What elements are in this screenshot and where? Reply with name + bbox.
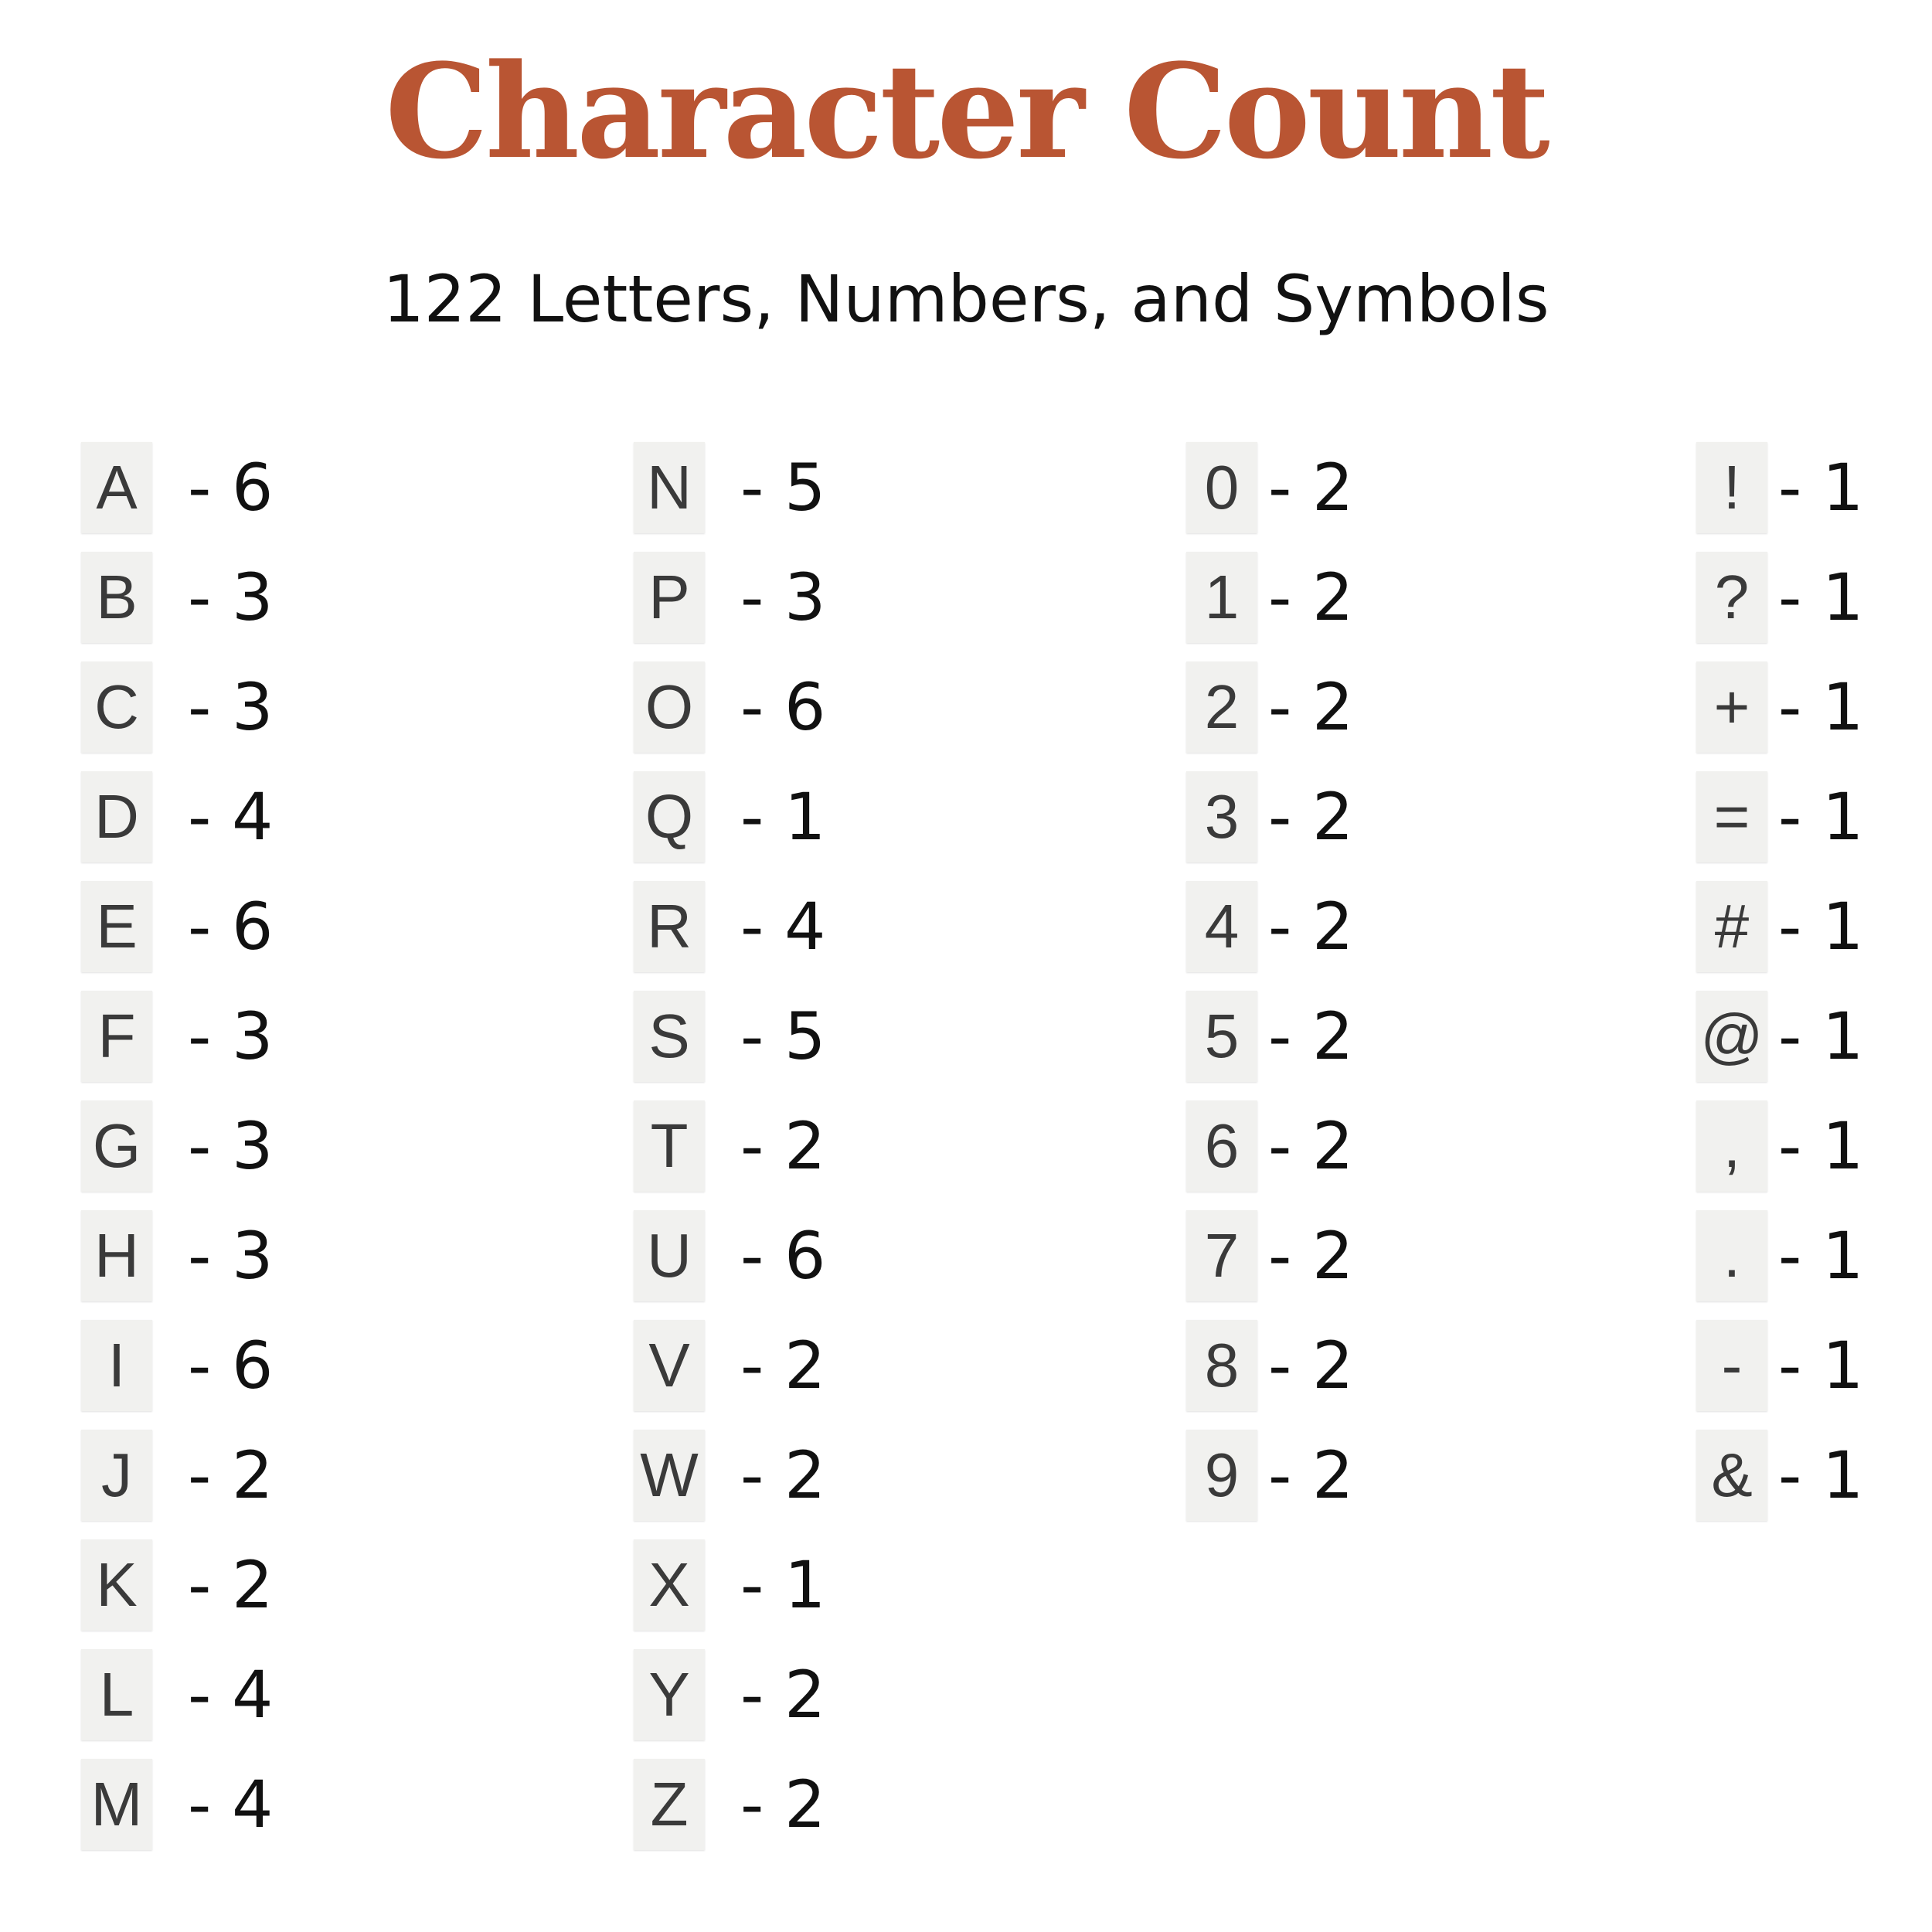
- character-count: - 3: [188, 669, 274, 745]
- character-count: - 2: [1268, 1437, 1354, 1513]
- character-count: - 6: [740, 1218, 826, 1294]
- character-row: [634, 440, 825, 535]
- character-tile: T: [634, 1100, 705, 1192]
- character-row: [634, 770, 825, 864]
- character-row: [81, 440, 273, 535]
- character-row: [1696, 550, 1863, 645]
- character-row: [634, 1757, 825, 1852]
- character-row: [81, 1318, 273, 1413]
- character-tile: V: [634, 1320, 705, 1411]
- character-count: - 2: [1268, 560, 1354, 635]
- character-tile: N: [634, 442, 705, 533]
- character-row: [634, 989, 825, 1083]
- character-tile: E: [81, 881, 152, 972]
- character-tile: 0: [1186, 442, 1257, 533]
- character-row: [81, 1209, 273, 1303]
- character-count: - 2: [188, 1437, 274, 1513]
- character-tile: G: [81, 1100, 152, 1192]
- character-row: [1186, 660, 1353, 754]
- character-count: - 2: [740, 1437, 826, 1513]
- character-count: - 4: [188, 779, 274, 855]
- character-count: - 2: [740, 1328, 826, 1403]
- character-tile: M: [81, 1759, 152, 1850]
- character-row: [81, 550, 273, 645]
- character-row: [1696, 660, 1863, 754]
- character-count: - 3: [188, 998, 274, 1074]
- character-row: [634, 1209, 825, 1303]
- character-count: - 1: [1778, 1108, 1864, 1184]
- character-tile: 3: [1186, 771, 1257, 862]
- character-count: - 5: [740, 450, 826, 526]
- character-tile: 8: [1186, 1320, 1257, 1411]
- character-count: - 2: [740, 1767, 826, 1842]
- character-tile: Y: [634, 1649, 705, 1740]
- character-tile: P: [634, 552, 705, 643]
- character-count: - 2: [1268, 669, 1354, 745]
- character-tile: O: [634, 662, 705, 753]
- character-tile: X: [634, 1539, 705, 1631]
- character-tile: S: [634, 991, 705, 1082]
- character-row: [81, 1648, 273, 1742]
- character-tile: R: [634, 881, 705, 972]
- character-row: [1186, 1099, 1353, 1193]
- character-tile: 6: [1186, 1100, 1257, 1192]
- character-tile: 4: [1186, 881, 1257, 972]
- character-tile: A: [81, 442, 152, 533]
- character-tile: K: [81, 1539, 152, 1631]
- character-tile: &: [1696, 1430, 1767, 1521]
- character-row: [1186, 440, 1353, 535]
- character-count: - 4: [188, 1767, 274, 1842]
- character-tile: ,: [1696, 1100, 1767, 1192]
- character-tile: L: [81, 1649, 152, 1740]
- character-tile: Q: [634, 771, 705, 862]
- character-row: [634, 550, 825, 645]
- character-count: - 1: [1778, 1328, 1864, 1403]
- character-count: - 2: [1268, 1108, 1354, 1184]
- character-row: [634, 1318, 825, 1413]
- character-row: [634, 1538, 825, 1632]
- character-tile: =: [1696, 771, 1767, 862]
- character-count: - 2: [1268, 998, 1354, 1074]
- character-row: [1696, 879, 1863, 974]
- character-tile: +: [1696, 662, 1767, 753]
- character-count: - 2: [740, 1657, 826, 1733]
- character-tile: U: [634, 1210, 705, 1301]
- character-row: [81, 770, 273, 864]
- character-tile: !: [1696, 442, 1767, 533]
- character-row: [1186, 550, 1353, 645]
- character-count: - 1: [1778, 1218, 1864, 1294]
- character-count: - 1: [740, 1547, 826, 1623]
- character-tile: D: [81, 771, 152, 862]
- character-count: - 6: [188, 1328, 274, 1403]
- character-row: [634, 1648, 825, 1742]
- character-row: [81, 1538, 273, 1632]
- character-row: [1696, 770, 1863, 864]
- character-row: [634, 879, 825, 974]
- character-row: [1186, 1318, 1353, 1413]
- character-row: [1696, 1428, 1863, 1522]
- character-row: [1696, 1318, 1863, 1413]
- character-row: [634, 660, 825, 754]
- character-count: - 1: [740, 779, 826, 855]
- character-count: - 5: [740, 998, 826, 1074]
- page-subtitle: 122 Letters, Numbers, and Symbols: [383, 261, 1549, 337]
- character-row: [1186, 879, 1353, 974]
- character-row: [81, 660, 273, 754]
- character-tile: @: [1696, 991, 1767, 1082]
- character-tile: 9: [1186, 1430, 1257, 1521]
- character-count: - 6: [188, 889, 274, 964]
- character-count: - 2: [1268, 889, 1354, 964]
- character-row: [1186, 770, 1353, 864]
- character-count: - 3: [188, 1108, 274, 1184]
- character-tile: J: [81, 1430, 152, 1521]
- character-count: - 4: [740, 889, 826, 964]
- character-count: - 1: [1778, 889, 1864, 964]
- character-row: [1696, 989, 1863, 1083]
- character-tile: #: [1696, 881, 1767, 972]
- character-tile: ?: [1696, 552, 1767, 643]
- character-row: [81, 1099, 273, 1193]
- page-title: Character Count: [385, 35, 1547, 188]
- character-count: - 1: [1778, 450, 1864, 526]
- character-row: [81, 1757, 273, 1852]
- character-tile: 1: [1186, 552, 1257, 643]
- character-tile: 2: [1186, 662, 1257, 753]
- character-count: - 2: [1268, 450, 1354, 526]
- character-tile: Z: [634, 1759, 705, 1850]
- character-tile: 5: [1186, 991, 1257, 1082]
- character-count: - 3: [188, 1218, 274, 1294]
- character-row: [1696, 1099, 1863, 1193]
- character-row: [634, 1099, 825, 1193]
- character-count: - 4: [188, 1657, 274, 1733]
- character-tile: -: [1696, 1320, 1767, 1411]
- character-row: [81, 1428, 273, 1522]
- character-row: [1186, 1209, 1353, 1303]
- character-tile: F: [81, 991, 152, 1082]
- character-count: - 2: [188, 1547, 274, 1623]
- character-count: - 1: [1778, 669, 1864, 745]
- character-count: - 2: [740, 1108, 826, 1184]
- character-row: [81, 989, 273, 1083]
- character-count: - 2: [1268, 779, 1354, 855]
- character-row: [634, 1428, 825, 1522]
- character-count: - 3: [188, 560, 274, 635]
- character-row: [81, 879, 273, 974]
- character-tile: B: [81, 552, 152, 643]
- character-tile: I: [81, 1320, 152, 1411]
- character-count: - 2: [1268, 1328, 1354, 1403]
- character-count: - 1: [1778, 1437, 1864, 1513]
- character-tile: .: [1696, 1210, 1767, 1301]
- character-count: - 6: [188, 450, 274, 526]
- character-tile: C: [81, 662, 152, 753]
- character-row: [1696, 1209, 1863, 1303]
- character-row: [1186, 989, 1353, 1083]
- character-count: - 6: [740, 669, 826, 745]
- character-row: [1696, 440, 1863, 535]
- character-tile: W: [634, 1430, 705, 1521]
- character-count: - 1: [1778, 779, 1864, 855]
- character-count: - 2: [1268, 1218, 1354, 1294]
- character-count: - 1: [1778, 998, 1864, 1074]
- character-count: - 3: [740, 560, 826, 635]
- character-count: - 1: [1778, 560, 1864, 635]
- character-tile: H: [81, 1210, 152, 1301]
- character-row: [1186, 1428, 1353, 1522]
- character-tile: 7: [1186, 1210, 1257, 1301]
